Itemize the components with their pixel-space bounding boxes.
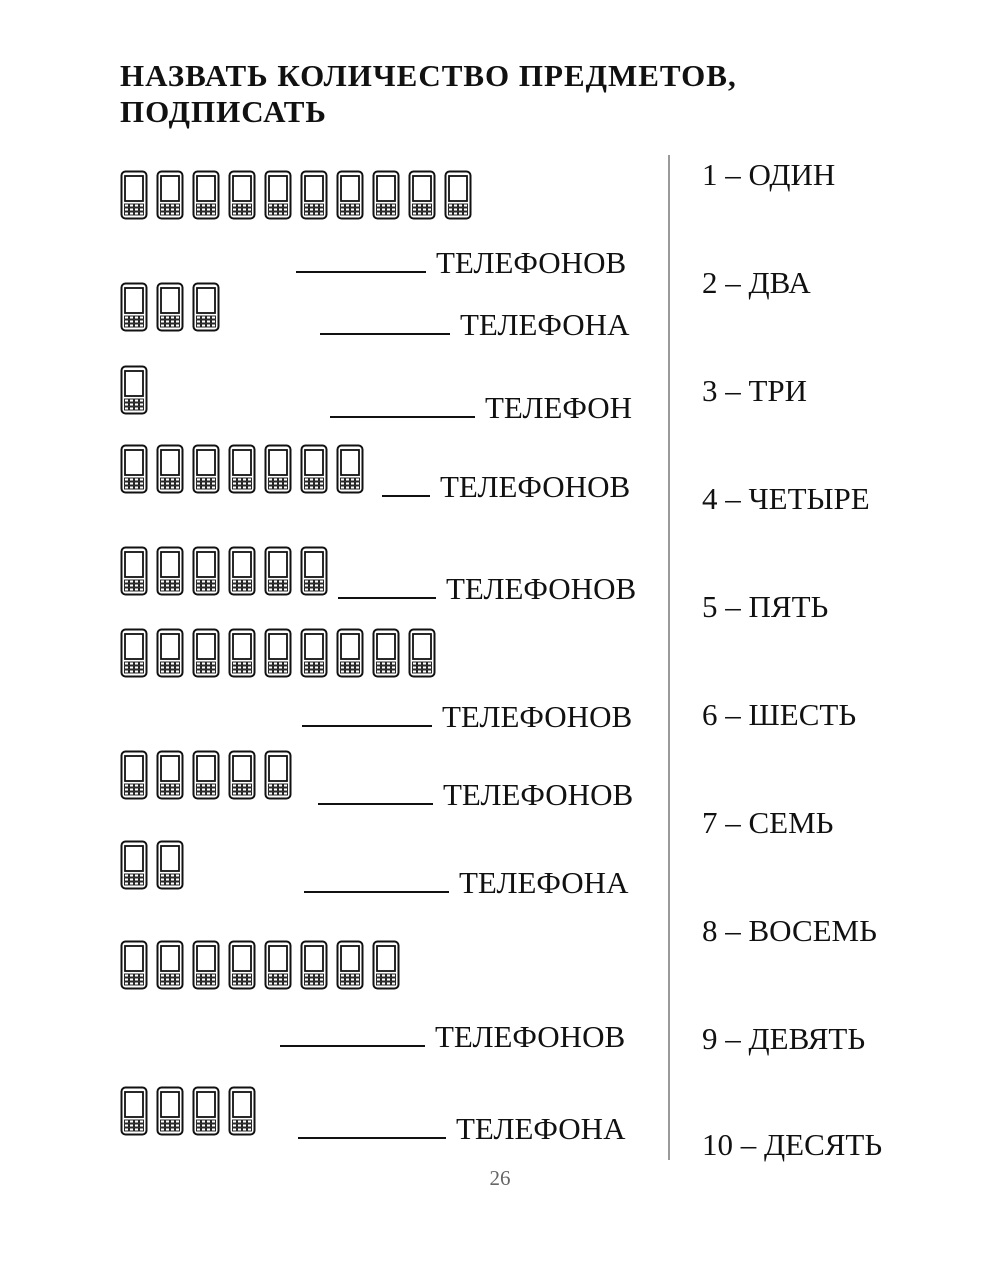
- mobile-phone-icon: [300, 546, 328, 596]
- answer-word: ТЕЛЕФОН: [485, 390, 633, 425]
- mobile-phone-icon: [336, 170, 364, 220]
- page-title: [120, 58, 840, 130]
- mobile-phone-icon: [192, 170, 220, 220]
- phone-group: [120, 170, 472, 220]
- mobile-phone-icon: [156, 170, 184, 220]
- mobile-phone-icon: [444, 170, 472, 220]
- mobile-phone-icon: [120, 628, 148, 678]
- mobile-phone-icon: [300, 940, 328, 990]
- phone-group: [120, 365, 148, 415]
- answer-blank-line[interactable]: [330, 392, 475, 418]
- answer-row: [298, 1104, 625, 1144]
- mobile-phone-icon: [264, 750, 292, 800]
- number-word-item: 3 – ТРИ: [702, 373, 808, 408]
- answer-blank-line[interactable]: [296, 247, 426, 273]
- phone-group: [120, 840, 184, 890]
- mobile-phone-icon: [264, 940, 292, 990]
- phone-group: [120, 1086, 256, 1136]
- mobile-phone-icon: [156, 546, 184, 596]
- answer-word: ТЕЛЕФОНА: [456, 1111, 626, 1146]
- title-line-2: ПОДПИСАТЬ: [120, 94, 327, 129]
- mobile-phone-icon: [264, 170, 292, 220]
- phone-group: [120, 546, 328, 596]
- answer-row: [296, 238, 626, 278]
- mobile-phone-icon: [228, 444, 256, 494]
- mobile-phone-icon: [120, 750, 148, 800]
- page-number: 26: [489, 1166, 511, 1190]
- mobile-phone-icon: [156, 940, 184, 990]
- answer-word: ТЕЛЕФОНОВ: [446, 571, 637, 606]
- mobile-phone-icon: [336, 628, 364, 678]
- number-word-item: 6 – ШЕСТЬ: [702, 697, 857, 732]
- number-word-item: 2 – ДВА: [702, 265, 811, 300]
- answer-row: [318, 770, 633, 810]
- answer-blank-line[interactable]: [304, 867, 449, 893]
- answer-blank-line[interactable]: [280, 1021, 425, 1047]
- answer-word: ТЕЛЕФОНОВ: [443, 777, 634, 812]
- answer-row: [338, 564, 636, 604]
- answer-blank-line[interactable]: [298, 1113, 446, 1139]
- answer-row: [280, 1012, 625, 1052]
- mobile-phone-icon: [336, 444, 364, 494]
- mobile-phone-icon: [264, 546, 292, 596]
- answer-word: ТЕЛЕФОНА: [459, 865, 629, 900]
- mobile-phone-icon: [120, 282, 148, 332]
- answer-row: [330, 383, 632, 423]
- mobile-phone-icon: [228, 628, 256, 678]
- mobile-phone-icon: [192, 628, 220, 678]
- mobile-phone-icon: [372, 628, 400, 678]
- mobile-phone-icon: [264, 628, 292, 678]
- mobile-phone-icon: [192, 750, 220, 800]
- number-word-item: 9 – ДЕВЯТЬ: [702, 1021, 866, 1056]
- number-word-item: 10 – ДЕСЯТЬ: [702, 1127, 883, 1162]
- phone-group: [120, 750, 292, 800]
- mobile-phone-icon: [120, 546, 148, 596]
- answer-blank-line[interactable]: [302, 701, 432, 727]
- mobile-phone-icon: [300, 444, 328, 494]
- mobile-phone-icon: [156, 444, 184, 494]
- number-word-item: 4 – ЧЕТЫРЕ: [702, 481, 870, 516]
- answer-blank-line[interactable]: [382, 471, 430, 497]
- phone-group: [120, 628, 436, 678]
- mobile-phone-icon: [156, 840, 184, 890]
- mobile-phone-icon: [156, 282, 184, 332]
- answer-word: ТЕЛЕФОНОВ: [435, 1019, 626, 1054]
- number-word-item: 8 – ВОСЕМЬ: [702, 913, 877, 948]
- mobile-phone-icon: [228, 940, 256, 990]
- title-line-1: НАЗВАТЬ КОЛИЧЕСТВО ПРЕДМЕТОВ,: [120, 58, 737, 93]
- mobile-phone-icon: [156, 1086, 184, 1136]
- answer-row: [304, 858, 628, 898]
- answer-blank-line[interactable]: [338, 573, 436, 599]
- mobile-phone-icon: [192, 282, 220, 332]
- mobile-phone-icon: [372, 940, 400, 990]
- number-word-item: 7 – СЕМЬ: [702, 805, 834, 840]
- column-divider: [668, 155, 670, 1160]
- answer-row: [320, 300, 629, 340]
- mobile-phone-icon: [228, 546, 256, 596]
- phone-group: [120, 282, 220, 332]
- mobile-phone-icon: [192, 546, 220, 596]
- mobile-phone-icon: [336, 940, 364, 990]
- answer-blank-line[interactable]: [320, 309, 450, 335]
- mobile-phone-icon: [264, 444, 292, 494]
- mobile-phone-icon: [372, 170, 400, 220]
- mobile-phone-icon: [408, 170, 436, 220]
- answer-row: [302, 692, 632, 732]
- mobile-phone-icon: [300, 170, 328, 220]
- answer-word: ТЕЛЕФОНОВ: [436, 245, 627, 280]
- answer-row: [382, 462, 630, 502]
- number-word-item: 1 – ОДИН: [702, 157, 836, 192]
- mobile-phone-icon: [228, 1086, 256, 1136]
- phone-group: [120, 940, 400, 990]
- number-word-item: 5 – ПЯТЬ: [702, 589, 829, 624]
- answer-blank-line[interactable]: [318, 779, 433, 805]
- mobile-phone-icon: [156, 628, 184, 678]
- mobile-phone-icon: [228, 170, 256, 220]
- answer-word: ТЕЛЕФОНА: [460, 307, 630, 342]
- mobile-phone-icon: [408, 628, 436, 678]
- mobile-phone-icon: [192, 1086, 220, 1136]
- mobile-phone-icon: [300, 628, 328, 678]
- mobile-phone-icon: [120, 365, 148, 415]
- answer-word: ТЕЛЕФОНОВ: [440, 469, 631, 504]
- mobile-phone-icon: [228, 750, 256, 800]
- mobile-phone-icon: [120, 444, 148, 494]
- mobile-phone-icon: [120, 940, 148, 990]
- mobile-phone-icon: [156, 750, 184, 800]
- mobile-phone-icon: [120, 840, 148, 890]
- mobile-phone-icon: [192, 444, 220, 494]
- phone-group: [120, 444, 364, 494]
- mobile-phone-icon: [120, 1086, 148, 1136]
- answer-word: ТЕЛЕФОНОВ: [442, 699, 633, 734]
- mobile-phone-icon: [192, 940, 220, 990]
- mobile-phone-icon: [120, 170, 148, 220]
